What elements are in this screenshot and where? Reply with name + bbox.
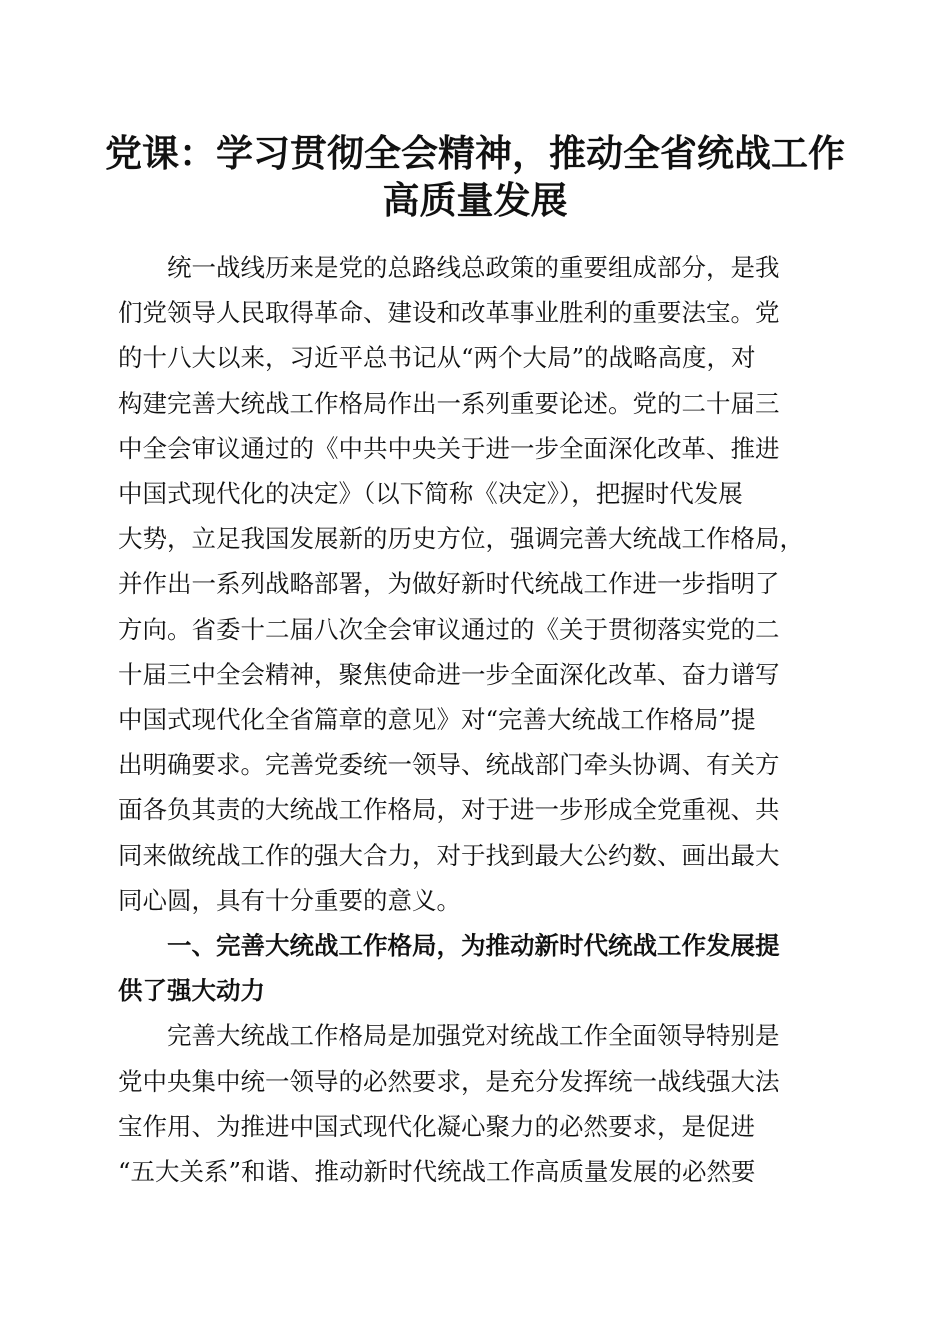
paragraph-section-1 — [118, 1013, 818, 1194]
text-line: 十届三中全会精神，聚焦使命进一步全面深化改革、奋力谱写 — [118, 659, 780, 689]
text-line: 们党领导人民取得革命、建设和改革事业胜利的重要法宝。党 — [118, 298, 780, 328]
text-line: 中国式现代化的决定》（以下简称《决定》），把握时代发展 — [118, 479, 743, 509]
text-line: 面各负其责的大统战工作格局，对于进一步形成全党重视、共 — [118, 795, 780, 825]
paragraph-intro — [118, 245, 818, 923]
text-line: “五大关系”和谐、推动新时代统战工作高质量发展的必然要 — [118, 1157, 756, 1187]
text-line: 方向。省委十二届八次全会审议通过的《关于贯彻落实党的二 — [118, 614, 780, 644]
text-line: 构建完善大统战工作格局作出一系列重要论述。党的二十届三 — [118, 388, 780, 418]
text-line: 统一战线历来是党的总路线总政策的重要组成部分，是我 — [167, 253, 780, 282]
text-line: 宝作用、为推进中国式现代化凝心聚力的必然要求，是促进 — [118, 1111, 755, 1141]
text-line: 同来做统战工作的强大合力，对于找到最大公约数、画出最大 — [118, 840, 780, 870]
document-body — [118, 245, 818, 1194]
heading-line: 一、完善大统战工作格局，为推动新时代统战工作发展提 — [167, 931, 780, 961]
text-line: 中国式现代化全省篇章的意见》对“完善大统战工作格局”提 — [118, 705, 756, 735]
document-title — [100, 130, 850, 224]
text-line: 同心圆，具有十分重要的意义。 — [118, 885, 461, 915]
heading-line: 供了强大动力 — [118, 976, 265, 1006]
text-line: 出明确要求。完善党委统一领导、统战部门牵头协调、有关方 — [118, 750, 780, 780]
section-heading-1 — [118, 923, 818, 1013]
text-line: 中全会审议通过的《中共中央关于进一步全面深化改革、推进 — [118, 433, 780, 463]
text-line: 并作出一系列战略部署，为做好新时代统战工作进一步指明了 — [118, 569, 780, 599]
text-line: 大势，立足我国发展新的历史方位，强调完善大统战工作格局， — [118, 524, 804, 554]
title-line: 高质量发展 — [382, 179, 568, 222]
text-line: 完善大统战工作格局是加强党对统战工作全面领导特别是 — [167, 1021, 780, 1051]
text-line: 党中央集中统一领导的必然要求，是充分发挥统一战线强大法 — [118, 1066, 780, 1096]
title-line: 党课：学习贯彻全会精神，推动全省统战工作 — [105, 132, 845, 175]
text-line: 的十八大以来，习近平总书记从“两个大局”的战略高度，对 — [118, 343, 756, 373]
